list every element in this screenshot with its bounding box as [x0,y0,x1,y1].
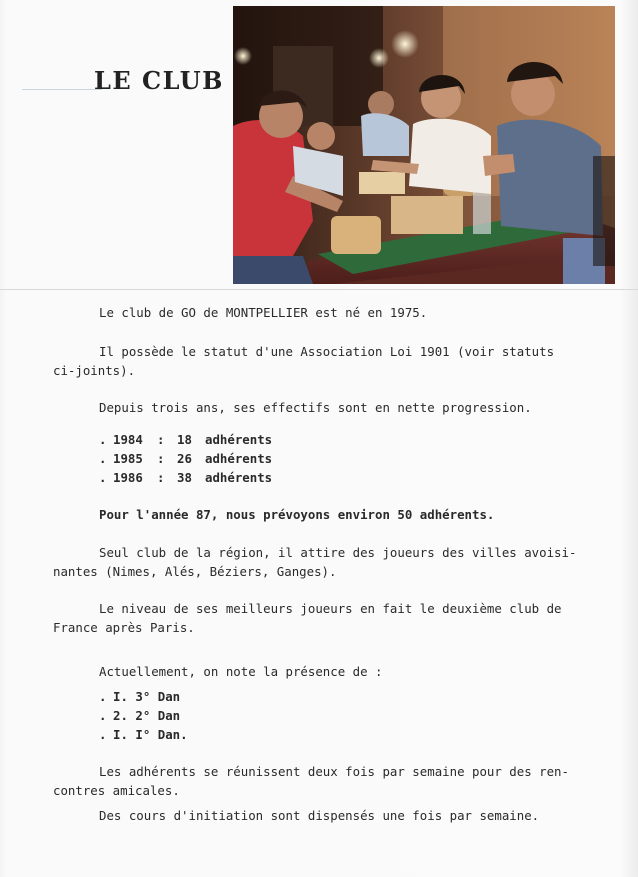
stat-count: 18 [177,432,192,447]
grade-bullet: . [99,708,107,723]
stat-bullet: . [99,470,107,485]
stat-separator: : [157,432,165,447]
stat-year: 1984 [113,432,143,447]
photo-divider [0,289,638,290]
region-paragraph-line1: Seul club de la région, il attire des joueurs des villes avoisi- [99,545,577,560]
meetings-paragraph-line1: Les adhérents se réunissent deux fois par semaine pour des ren- [99,764,569,779]
grade-text: 2. 2° Dan [113,708,181,723]
stat-label: adhérents [205,451,273,466]
stat-count: 26 [177,451,192,466]
level-paragraph-line1: Le niveau de ses meilleurs joueurs en fait le deuxième club de [99,601,562,616]
stat-separator: : [157,451,165,466]
courses-paragraph: Des cours d'initiation sont dispensés une fois par semaine. [99,808,540,823]
grade-row [99,725,188,744]
meetings-paragraph-line2: contres amicales. [53,783,180,798]
founding-paragraph: Le club de GO de MONTPELLIER est né en 1975. [99,305,428,320]
stat-bullet: . [99,451,107,466]
grade-text: I. I° Dan. [113,727,188,742]
grade-bullet: . [99,727,107,742]
region-paragraph-line2: nantes (Nimes, Alés, Béziers, Ganges). [53,564,337,579]
stat-row [99,449,272,468]
status-paragraph-line1: Il possède le statut d'une Association Loi 1901 (voir statuts [99,344,555,359]
growth-paragraph: Depuis trois ans, ses effectifs sont en nette progression. [99,400,532,415]
club-photo-illustration [233,6,615,284]
club-photo [233,6,615,284]
grade-text: I. 3° Dan [113,689,181,704]
stat-label: adhérents [205,432,273,447]
stat-year: 1986 [113,470,143,485]
presence-paragraph: Actuellement, on note la présence de : [99,664,383,679]
status-paragraph-line2: ci-joints). [53,363,136,378]
page-title: LE CLUB [94,66,224,95]
stat-separator: : [157,470,165,485]
grade-bullet: . [99,689,107,704]
stat-year: 1985 [113,451,143,466]
grade-row [99,706,180,725]
stat-bullet: . [99,432,107,447]
grade-row [99,687,180,706]
forecast-paragraph: Pour l'année 87, nous prévoyons environ 50 adhérents. [99,507,495,522]
title-rule [22,89,102,90]
stat-row [99,468,272,487]
stat-row [99,430,272,449]
stat-label: adhérents [205,470,273,485]
level-paragraph-line2: France après Paris. [53,620,195,635]
stat-count: 38 [177,470,192,485]
